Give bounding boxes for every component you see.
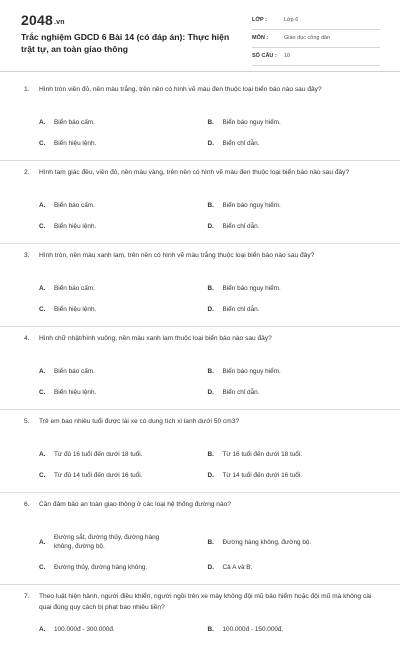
option-b[interactable]: [208, 112, 377, 133]
question-text: Hình tam giác đều, viền đỏ, nền màu vàng, trên nền có hình vẽ màu đen thuộc loại biển báo nào sau đây?: [39, 169, 350, 176]
option-text: Biển báo nguy hiểm.: [222, 368, 281, 375]
option-letter: A.: [39, 285, 46, 292]
option-letter: D.: [207, 223, 214, 230]
option-letter: B.: [207, 626, 214, 633]
option-text: Biển báo cấm.: [54, 202, 95, 209]
option-b[interactable]: [208, 361, 377, 382]
option-letter: A.: [39, 119, 46, 126]
option-letter: B.: [207, 538, 214, 546]
option-text: Biển báo cấm.: [54, 285, 95, 292]
option-letter: A.: [39, 451, 46, 458]
question-text: Theo luật hiện hành, người điều khiển, người ngồi trên xe máy không đội mũ bảo hiểm hoặc đội mũ mà không cài quai đúng quy cách bị phạt bao nhiêu tiền?: [39, 593, 372, 611]
option-text: Biển chỉ dẫn.: [222, 223, 260, 230]
option-text: Biển hiệu lệnh.: [54, 306, 97, 313]
option-letter: B.: [207, 285, 214, 292]
question-text-block: [24, 591, 376, 613]
document-meta: [252, 14, 380, 68]
question-text: Trẻ em bao nhiêu tuổi được lái xe có dung tích xi lanh dưới 50 cm3?: [39, 418, 240, 425]
question-item: [0, 493, 400, 585]
option-b[interactable]: [208, 444, 377, 465]
option-b[interactable]: [208, 619, 377, 640]
option-row: [39, 361, 376, 382]
option-text: Biển báo cấm.: [54, 119, 95, 126]
option-letter: D.: [207, 389, 214, 396]
option-row: [39, 299, 376, 320]
question-text: Hình tròn viền đỏ, nền màu trắng, trên nền có hình vẽ màu đen thuộc loại biển báo nào sau đây?: [39, 86, 322, 93]
option-text: 100.000đ - 300.000đ.: [54, 626, 115, 633]
option-c[interactable]: [39, 299, 208, 320]
option-letter: D.: [207, 140, 214, 147]
document-title: Trắc nghiệm GDCD 6 Bài 14 (có đáp án): Thực hiện trật tự, an toàn giao thông: [21, 32, 230, 54]
option-text: 100.000đ - 150.000đ.: [222, 626, 284, 633]
question-number: 7.: [24, 593, 30, 600]
option-d[interactable]: [208, 465, 377, 486]
header-divider: [0, 71, 400, 72]
option-text: Đường hàng không, đường bộ.: [222, 538, 312, 546]
option-c[interactable]: [39, 465, 208, 486]
question-text-block: [24, 84, 376, 106]
meta-label: MÔN :: [252, 35, 269, 41]
option-text: Đường thủy, đường hàng không.: [54, 564, 148, 571]
answer-options: [24, 444, 376, 486]
option-text: Đường sắt, đường thủy, đường hàng không, đường bộ.: [54, 534, 160, 550]
meta-row-class: [252, 14, 380, 30]
option-letter: C.: [39, 306, 46, 313]
option-a[interactable]: [39, 112, 208, 133]
option-letter: A.: [39, 626, 46, 633]
meta-value: 10: [284, 53, 291, 59]
option-text: Biển báo nguy hiểm.: [222, 202, 281, 209]
option-row: [39, 619, 376, 640]
question-item: [0, 244, 400, 327]
option-a[interactable]: [39, 361, 208, 382]
option-letter: B.: [207, 119, 214, 126]
option-d[interactable]: [208, 299, 377, 320]
option-text: Từ đủ 16 tuổi đến dưới 18 tuổi.: [54, 451, 143, 458]
option-row: [39, 557, 376, 578]
option-text: Từ 16 tuổi đến dưới 18 tuổi.: [222, 451, 303, 458]
option-c[interactable]: [39, 557, 208, 578]
option-a[interactable]: [39, 278, 208, 299]
question-text: Cần đảm bảo an toàn giao thông ở các loại hệ thống đường nào?: [39, 501, 231, 508]
answer-options: [24, 619, 376, 640]
option-row: [39, 382, 376, 403]
option-text: Biển hiệu lệnh.: [54, 389, 97, 396]
option-text: Từ 14 tuổi đến dưới 16 tuổi.: [222, 472, 303, 479]
question-text-block: [24, 250, 376, 272]
question-number: 5.: [24, 418, 30, 425]
option-letter: A.: [39, 202, 46, 209]
option-text: Biển hiệu lệnh.: [54, 223, 97, 230]
page-header: [0, 0, 400, 70]
option-text: Từ đủ 14 tuổi đến dưới 16 tuổi.: [54, 472, 143, 479]
option-letter: A.: [39, 538, 46, 546]
option-a[interactable]: [39, 195, 208, 216]
option-text: Biển báo cấm.: [54, 368, 95, 375]
option-c[interactable]: [39, 216, 208, 237]
option-letter: D.: [207, 472, 214, 479]
option-letter: D.: [207, 306, 214, 313]
question-list: [0, 78, 400, 646]
option-text: Cả A và B.: [222, 564, 253, 571]
option-b[interactable]: [208, 195, 377, 216]
option-row: [39, 112, 376, 133]
option-c[interactable]: [39, 133, 208, 154]
question-number: 1.: [24, 86, 30, 93]
option-d[interactable]: [208, 216, 377, 237]
option-letter: C.: [39, 564, 46, 571]
option-letter: A.: [39, 368, 46, 375]
option-text: Biển chỉ dẫn.: [222, 140, 260, 147]
question-item: [0, 78, 400, 161]
question-text-block: [24, 416, 376, 438]
meta-value: Lớp 6: [284, 17, 299, 23]
site-logo[interactable]: [21, 12, 65, 28]
answer-options: [24, 195, 376, 237]
question-item: [0, 410, 400, 493]
option-row: [39, 465, 376, 486]
logo-tld: .vn: [53, 19, 65, 26]
option-letter: C.: [39, 472, 46, 479]
option-a[interactable]: [39, 527, 208, 557]
option-letter: C.: [39, 389, 46, 396]
question-text-block: [24, 333, 376, 355]
option-text: Biển báo nguy hiểm.: [222, 119, 281, 126]
meta-label: SỐ CÂU :: [252, 53, 277, 59]
meta-value: Giáo dục công dân: [284, 35, 331, 41]
question-text: Hình chữ nhật/hình vuông, nền màu xanh lam thuộc loại biển báo nào sau đây?: [39, 335, 272, 342]
option-letter: B.: [207, 451, 214, 458]
option-row: [39, 527, 376, 557]
option-c[interactable]: [39, 382, 208, 403]
option-a[interactable]: [39, 444, 208, 465]
meta-label: LỚP :: [252, 17, 267, 23]
option-row: [39, 216, 376, 237]
option-letter: D.: [207, 564, 214, 571]
question-number: 2.: [24, 169, 30, 176]
question-number: 3.: [24, 252, 30, 259]
option-letter: C.: [39, 223, 46, 230]
option-text: Biển báo nguy hiểm.: [222, 285, 281, 292]
meta-row-subject: [252, 32, 380, 48]
question-item: [0, 161, 400, 244]
option-letter: C.: [39, 140, 46, 147]
question-text-block: [24, 167, 376, 189]
option-text: Biển chỉ dẫn.: [222, 306, 260, 313]
option-letter: B.: [207, 368, 214, 375]
option-row: [39, 133, 376, 154]
option-b[interactable]: [208, 527, 377, 557]
option-d[interactable]: [208, 557, 377, 578]
question-item: [0, 327, 400, 410]
option-text: Biển hiệu lệnh.: [54, 140, 97, 147]
option-row: [39, 195, 376, 216]
meta-row-count: [252, 50, 380, 66]
option-row: [39, 444, 376, 465]
logo-main: 2048: [21, 12, 53, 28]
option-d[interactable]: [208, 133, 377, 154]
question-item: [0, 585, 400, 646]
question-text: Hình tròn, nền màu xanh lam, trên nền có hình vẽ màu trắng thuộc loại biển báo nào sau đây?: [39, 252, 315, 259]
option-row: [39, 278, 376, 299]
answer-options: [24, 112, 376, 154]
answer-options: [24, 361, 376, 403]
answer-options: [24, 527, 376, 578]
answer-options: [24, 278, 376, 320]
question-number: 4.: [24, 335, 30, 342]
question-number: 6.: [24, 501, 30, 508]
option-letter: B.: [207, 202, 214, 209]
option-b[interactable]: [208, 278, 377, 299]
question-text-block: [24, 499, 376, 521]
option-a[interactable]: [39, 619, 208, 640]
option-text: Biển chỉ dẫn.: [222, 389, 260, 396]
option-d[interactable]: [208, 382, 377, 403]
